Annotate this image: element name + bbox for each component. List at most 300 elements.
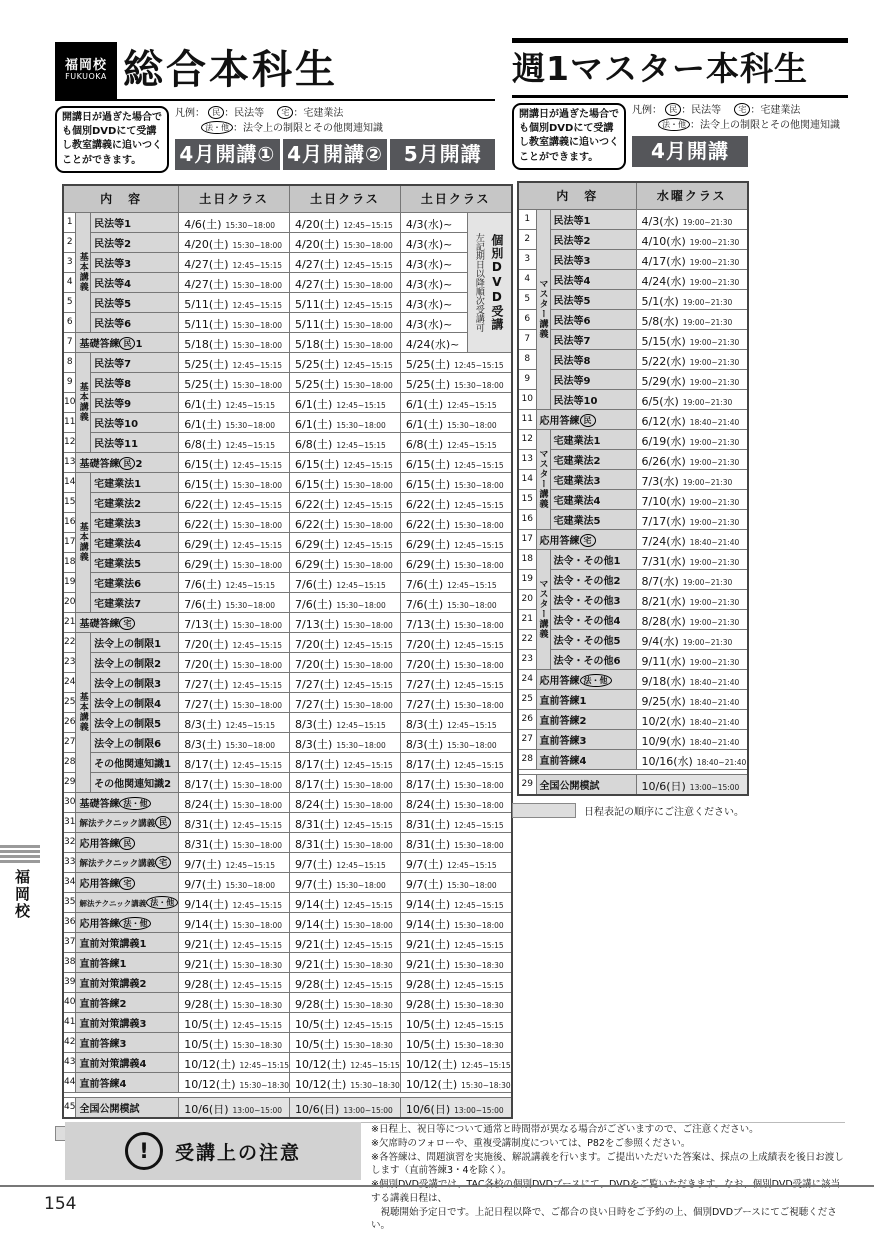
section-sogo-honkasei: [55, 42, 511, 1141]
row-number: 20: [518, 589, 536, 609]
course-name: 民法等10: [91, 412, 179, 432]
lesson-time: 12:45~15:15: [343, 940, 393, 950]
lesson-time: 12:45~15:15: [454, 980, 504, 990]
schedule-cell: [636, 689, 748, 709]
lesson-row: [63, 532, 512, 552]
lesson-date: 4/27(土): [184, 277, 229, 291]
subject-mark: 宅: [580, 534, 596, 547]
lesson-date: 4/24(水)~: [405, 337, 460, 351]
lesson-time: 15:30~18:00: [454, 660, 504, 670]
lesson-time: 12:45~15:15: [343, 540, 393, 550]
schedule-cell: [179, 892, 290, 912]
lesson-date: 7/24(水): [641, 534, 686, 548]
dvd-catchup-note-right: 開講日が過ぎた場合でも個別DVDにて受講し教室講義に追いつくことができます。: [512, 103, 626, 170]
row-number: 5: [63, 292, 76, 312]
lesson-time: 18:40~21:40: [689, 677, 740, 687]
schedule-cell: [290, 372, 401, 392]
schedule-cell: [290, 952, 401, 972]
course-name: 直前答練1: [76, 952, 179, 972]
lesson-time: 15:30~18:00: [232, 700, 283, 710]
lesson-date: 7/13(土): [405, 617, 451, 631]
lesson-date: 5/29(水): [641, 374, 686, 388]
lesson-row: [63, 1097, 512, 1118]
schedule-cell: [179, 952, 290, 972]
legend-label-min: ：民法等: [224, 108, 265, 119]
lesson-row: [63, 232, 512, 252]
lesson-time: 15:30~18:00: [454, 800, 504, 810]
course-name: 法令上の制限2: [91, 652, 179, 672]
lesson-time: 15:30~18:00: [225, 220, 276, 230]
schedule-cell: [179, 512, 290, 532]
left-schedule-table-wrap: [62, 184, 511, 1119]
lesson-date: 9/7(土): [184, 857, 222, 871]
schedule-cell: [179, 412, 290, 432]
row-number: 13: [518, 449, 536, 469]
lesson-date: 7/27(土): [184, 697, 229, 711]
schedule-cell: [290, 772, 401, 792]
schedule-cell: [179, 492, 290, 512]
lesson-date: 5/25(土): [405, 377, 451, 391]
lesson-time: 12:45~15:15: [343, 260, 393, 270]
lesson-date: 7/3(水): [641, 474, 679, 488]
legend-label-min: ：民法等: [681, 105, 722, 116]
lesson-row: [518, 249, 748, 269]
course-name: 法令・その他1: [550, 549, 636, 569]
row-number: 1: [63, 212, 76, 232]
lesson-row: [63, 992, 512, 1012]
lesson-time: 12:45~15:15: [343, 460, 393, 470]
lesson-row: [518, 709, 748, 729]
schedule-cell: [636, 349, 748, 369]
course-name: 直前対策講義1: [76, 932, 179, 952]
schedule-cell: [636, 249, 748, 269]
left-header: [55, 42, 495, 101]
course-name: 宅建業法6: [91, 572, 179, 592]
lesson-date: 4/20(土): [295, 217, 340, 231]
subject-mark: 法・他: [146, 896, 178, 909]
legend-mark-taku: 宅: [734, 103, 750, 116]
schedule-cell: [400, 852, 511, 872]
row-number: 14: [518, 469, 536, 489]
schedule-cell: [179, 592, 290, 612]
course-name: 直前答練3: [536, 729, 636, 749]
course-name: 解法テクニック講義 法・他: [76, 892, 179, 912]
lesson-time: 15:30~18:00: [225, 600, 276, 610]
lesson-date: 10/5(土): [184, 1017, 229, 1031]
schedule-cell: [179, 552, 290, 572]
schedule-cell: [400, 792, 511, 812]
schedule-cell: [290, 412, 401, 432]
left-title: 総合本科生: [123, 47, 338, 93]
notice-line: ※個別DVD受講では、TAC各校の個別DVDブースにて、DVDをご覧いただきます。なお、個別DVD受講に該当する講義日程は、: [371, 1179, 841, 1204]
schedule-cell: [636, 629, 748, 649]
lesson-date: 5/25(土): [184, 357, 229, 371]
row-number: 25: [518, 689, 536, 709]
lesson-time: 19:00~21:30: [689, 257, 740, 267]
lesson-date: 6/29(土): [405, 537, 451, 551]
schedule-cell: [400, 832, 511, 852]
lesson-date: 8/31(土): [295, 837, 340, 851]
lesson-date: 6/26(水): [641, 454, 686, 468]
schedule-cell: [400, 472, 511, 492]
lesson-date: 8/17(土): [295, 757, 340, 771]
lesson-date: 8/3(土): [184, 717, 222, 731]
lesson-date: 5/25(土): [295, 357, 340, 371]
lesson-time: 15:30~18:00: [454, 480, 504, 490]
lesson-row: [518, 289, 748, 309]
lesson-date: 6/15(土): [184, 477, 229, 491]
schedule-cell: [636, 369, 748, 389]
lesson-date: 8/31(土): [295, 817, 340, 831]
lesson-date: 10/12(土): [184, 1077, 236, 1091]
lesson-date: 8/24(土): [405, 797, 451, 811]
lesson-row: [63, 912, 512, 932]
lesson-time: 15:30~18:00: [225, 420, 276, 430]
lesson-time: 12:45~15:15: [232, 640, 283, 650]
lesson-date: 7/20(土): [405, 657, 451, 671]
lesson-time: 12:45~15:15: [447, 720, 497, 730]
course-name: 民法等6: [550, 309, 636, 329]
lesson-time: 15:30~18:30: [232, 1000, 283, 1010]
schedule-cell: [400, 492, 511, 512]
lesson-date: 7/27(土): [405, 697, 451, 711]
lesson-time: 19:00~21:30: [682, 217, 733, 227]
course-name: 民法等8: [91, 372, 179, 392]
schedule-cell: [290, 392, 401, 412]
lesson-row: [518, 509, 748, 529]
lesson-time: 15:30~18:00: [343, 240, 393, 250]
lesson-time: 13:00~15:00: [454, 1105, 504, 1115]
right-course-headers: [632, 136, 848, 167]
lesson-date: 6/8(土): [295, 437, 333, 451]
lesson-date: 4/3(水): [641, 214, 679, 228]
tab-stripe: [0, 855, 40, 858]
row-number: 44: [63, 1072, 76, 1092]
left-legend-column: [175, 106, 495, 173]
dvd-note-main: 個別DVD受講: [489, 233, 504, 331]
schedule-cell: [179, 992, 290, 1012]
lesson-time: 18:40~21:40: [689, 537, 740, 547]
lesson-time: 19:00~21:30: [689, 497, 740, 507]
lesson-date: 9/14(土): [405, 917, 451, 931]
course-name: 直前答練2: [536, 709, 636, 729]
lesson-time: 15:30~18:00: [336, 420, 386, 430]
lesson-date: 9/21(土): [184, 937, 229, 951]
lesson-row: [63, 392, 512, 412]
schedule-cell: [179, 612, 290, 632]
lesson-time: 15:30~18:00: [343, 660, 393, 670]
lesson-date: 9/7(土): [295, 877, 333, 891]
lesson-date: 9/7(土): [405, 857, 444, 871]
lesson-date: 8/31(土): [184, 837, 229, 851]
lesson-date: 10/6(日): [405, 1102, 451, 1116]
schedule-cell: [290, 1097, 401, 1118]
schedule-cell: [636, 774, 748, 795]
lesson-time: 15:30~18:30: [350, 1080, 400, 1090]
lesson-time: 15:30~18:00: [343, 800, 393, 810]
course-group-label: マスター講義: [536, 209, 550, 409]
lesson-time: 19:00~21:30: [682, 637, 733, 647]
schedule-cell: [179, 932, 290, 952]
schedule-cell: [400, 232, 467, 252]
lesson-date: 8/28(水): [641, 614, 686, 628]
schedule-cell: [290, 792, 401, 812]
row-number: 15: [518, 489, 536, 509]
schedule-cell: [400, 592, 511, 612]
lesson-date: 9/28(土): [184, 977, 229, 991]
lesson-date: 6/12(水): [641, 414, 686, 428]
row-number: 7: [63, 332, 76, 352]
row-number: 2: [63, 232, 76, 252]
row-number: 25: [63, 692, 76, 712]
schedule-cell: [179, 852, 290, 872]
row-number: 10: [63, 392, 76, 412]
schedule-cell: [290, 832, 401, 852]
schedule-cell: [400, 1072, 511, 1092]
schedule-cell: [400, 272, 467, 292]
schedule-cell: [179, 792, 290, 812]
schedule-cell: [290, 912, 401, 932]
course-name: 全国公開模試: [76, 1097, 179, 1118]
lesson-time: 12:45~15:15: [343, 640, 393, 650]
schedule-cell: [179, 332, 290, 352]
lesson-row: [63, 1012, 512, 1032]
course-name: 民法等3: [91, 252, 179, 272]
row-number: 8: [63, 352, 76, 372]
lesson-time: 13:00~15:00: [343, 1105, 393, 1115]
lesson-date: 8/21(水): [641, 594, 686, 608]
schedule-cell: [400, 752, 511, 772]
lesson-date: 8/17(土): [295, 777, 340, 791]
lesson-date: 6/29(土): [405, 557, 451, 571]
row-number: 40: [63, 992, 76, 1012]
row-number: 22: [518, 629, 536, 649]
lesson-time: 19:00~21:30: [689, 357, 740, 367]
lesson-time: 15:30~18:00: [447, 600, 497, 610]
lesson-date: 9/14(土): [295, 917, 340, 931]
schedule-cell: [290, 432, 401, 452]
lesson-time: 15:30~18:00: [225, 740, 276, 750]
course-name: 宅建業法5: [550, 509, 636, 529]
lesson-time: 15:30~18:00: [343, 920, 393, 930]
lesson-time: 12:45~15:15: [343, 1020, 393, 1030]
lesson-date: 8/3(土): [184, 737, 222, 751]
row-number: 45: [63, 1097, 76, 1118]
right-legend-column: [632, 103, 848, 170]
lesson-date: 10/12(土): [295, 1077, 347, 1091]
schedule-cell: [179, 1097, 290, 1118]
school-badge-en: FUKUOKA: [65, 72, 107, 82]
lesson-row: [63, 452, 512, 472]
lesson-date: 6/15(土): [405, 457, 451, 471]
subject-mark: 民: [155, 816, 171, 829]
legend-label-hota: ：法令上の制限とその他関連知識: [233, 123, 383, 134]
lesson-time: 15:30~18:00: [343, 840, 393, 850]
right-title: 週1マスター本科生: [512, 49, 808, 88]
course-name: 宅建業法2: [550, 449, 636, 469]
schedule-cell: [636, 729, 748, 749]
lesson-time: 19:00~21:30: [689, 597, 740, 607]
lesson-date: 8/24(土): [295, 797, 340, 811]
course-name: 宅建業法5: [91, 552, 179, 572]
lesson-row: [63, 592, 512, 612]
lesson-time: 15:30~18:30: [454, 960, 504, 970]
lesson-time: 12:45~15:15: [225, 440, 276, 450]
subject-mark: 宅: [119, 877, 135, 890]
lesson-row: [63, 1072, 512, 1092]
schedule-cell: [179, 432, 290, 452]
lesson-date: 8/3(土): [295, 717, 333, 731]
lesson-row: [63, 852, 512, 872]
schedule-cell: [179, 272, 290, 292]
lesson-date: 10/12(土): [184, 1057, 236, 1071]
lesson-row: [518, 429, 748, 449]
row-number: 14: [63, 472, 76, 492]
course-name: 直前答練3: [76, 1032, 179, 1052]
lesson-row: [63, 432, 512, 452]
lesson-time: 12:45~15:15: [232, 820, 283, 830]
row-number: 21: [63, 612, 76, 632]
course-header-april2: 4月開講②: [283, 139, 388, 170]
lesson-row: [63, 932, 512, 952]
row-number: 18: [63, 552, 76, 572]
course-name: 民法等6: [91, 312, 179, 332]
lesson-time: 12:45~15:15: [232, 260, 283, 270]
row-number: 35: [63, 892, 76, 912]
schedule-cell: [636, 589, 748, 609]
lesson-date: 8/17(土): [184, 777, 229, 791]
lesson-date: 9/18(水): [641, 674, 686, 688]
course-name: 直前対策講義4: [76, 1052, 179, 1072]
lesson-date: 6/8(土): [184, 437, 222, 451]
lesson-time: 12:45~15:15: [232, 760, 283, 770]
lesson-time: 15:30~18:00: [232, 660, 283, 670]
schedule-cell: [400, 312, 467, 332]
lesson-row: [63, 672, 512, 692]
lesson-date: 9/11(水): [641, 654, 686, 668]
lesson-row: [63, 372, 512, 392]
schedule-cell: [290, 512, 401, 532]
course-name: 法令上の制限6: [91, 732, 179, 752]
schedule-cell: [400, 772, 511, 792]
lesson-time: 15:30~18:00: [232, 520, 283, 530]
row-number: 11: [63, 412, 76, 432]
lesson-time: 15:30~18:00: [343, 700, 393, 710]
lesson-time: 12:45~15:15: [454, 460, 504, 470]
lesson-time: 15:30~18:00: [232, 240, 283, 250]
row-number: 37: [63, 932, 76, 952]
row-number: 30: [63, 792, 76, 812]
lesson-date: 9/25(水): [641, 694, 686, 708]
lesson-time: 12:45~15:15: [336, 440, 386, 450]
lesson-date: 4/17(水): [641, 254, 686, 268]
lesson-date: 6/15(土): [295, 457, 340, 471]
schedule-cell: [179, 232, 290, 252]
lesson-date: 9/21(土): [184, 957, 229, 971]
lesson-time: 12:45~15:15: [454, 1020, 504, 1030]
schedule-cell: [400, 932, 511, 952]
schedule-cell: [179, 392, 290, 412]
lesson-date: 5/11(土): [184, 297, 229, 311]
schedule-cell: [400, 212, 467, 232]
row-number: 2: [518, 229, 536, 249]
schedule-cell: [400, 812, 511, 832]
lesson-row: [518, 529, 748, 549]
lesson-time: 15:30~18:00: [454, 380, 504, 390]
lesson-date: 6/19(水): [641, 434, 686, 448]
schedule-cell: [400, 892, 511, 912]
lesson-time: 15:30~18:00: [454, 920, 504, 930]
schedule-cell: [290, 552, 401, 572]
schedule-cell: [636, 289, 748, 309]
lesson-time: 15:30~18:00: [454, 560, 504, 570]
lesson-time: 12:45~15:15: [343, 300, 393, 310]
schedule-cell: [179, 1072, 290, 1092]
lesson-time: 12:45~15:15: [232, 940, 283, 950]
lesson-row: [518, 629, 748, 649]
row-number: 11: [518, 409, 536, 429]
course-name: 直前答練2: [76, 992, 179, 1012]
course-name: 直前答練4: [76, 1072, 179, 1092]
lesson-time: 15:30~18:00: [336, 880, 386, 890]
course-name: 宅建業法4: [550, 489, 636, 509]
row-number: 41: [63, 1012, 76, 1032]
schedule-cell: [636, 669, 748, 689]
lesson-time: 15:30~18:00: [232, 920, 283, 930]
lesson-time: 15:30~18:30: [461, 1080, 511, 1090]
schedule-cell: [290, 472, 401, 492]
schedule-cell: [636, 749, 748, 769]
lesson-time: 13:00~15:00: [689, 782, 740, 792]
course-name: 民法等11: [91, 432, 179, 452]
course-name: 法令・その他5: [550, 629, 636, 649]
schedule-cell: [290, 232, 401, 252]
lesson-date: 6/1(土): [184, 397, 222, 411]
course-name: 応用答練 民: [536, 409, 636, 429]
lesson-date: 6/22(土): [184, 517, 229, 531]
lesson-row: [518, 349, 748, 369]
schedule-cell: [400, 972, 511, 992]
schedule-cell: [400, 1052, 511, 1072]
lesson-time: 15:30~18:00: [454, 780, 504, 790]
lesson-time: 15:30~18:00: [454, 620, 504, 630]
lesson-time: 12:45~15:15: [343, 500, 393, 510]
row-number: 42: [63, 1032, 76, 1052]
lesson-date: 10/6(日): [641, 779, 686, 793]
row-number: 26: [63, 712, 76, 732]
lesson-time: 12:45~15:15: [225, 580, 276, 590]
lesson-time: 15:30~18:00: [343, 320, 393, 330]
lesson-time: 19:00~21:30: [682, 577, 733, 587]
schedule-cell: [400, 332, 467, 352]
lesson-date: 9/7(土): [184, 877, 222, 891]
lesson-time: 15:30~18:00: [343, 520, 393, 530]
subject-mark: 民: [119, 837, 135, 850]
row-number: 31: [63, 812, 76, 832]
notice-lines: [361, 1122, 845, 1233]
schedule-cell: [290, 572, 401, 592]
lesson-time: 15:30~18:00: [232, 340, 283, 350]
subject-mark: 民: [119, 337, 135, 350]
lesson-date: 9/21(土): [405, 957, 451, 971]
lesson-time: 12:45~15:15: [225, 720, 276, 730]
lesson-date: 5/11(土): [184, 317, 229, 331]
school-badge: [55, 42, 117, 99]
lesson-time: 15:30~18:00: [343, 380, 393, 390]
lesson-row: [518, 309, 748, 329]
lesson-date: 7/6(土): [295, 577, 333, 591]
schedule-cell: [636, 609, 748, 629]
